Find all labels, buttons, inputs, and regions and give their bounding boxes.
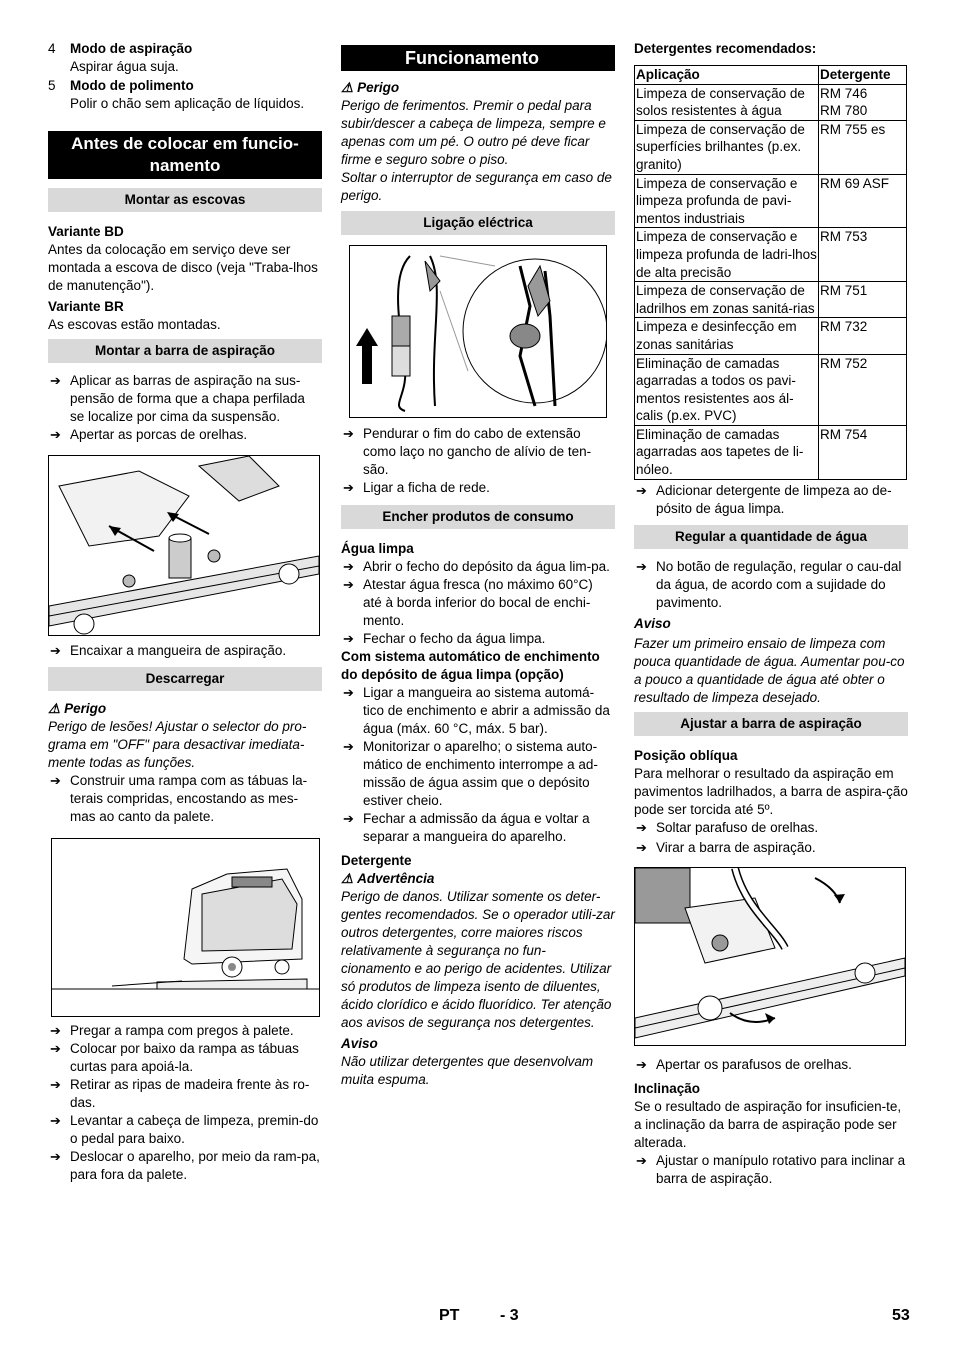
table-cell-detergent: RM 753 [819,228,907,282]
table-cell-detergent: RM 752 [819,354,907,425]
bullet-step [634,839,908,857]
bullet-step [341,684,615,738]
step-text: Pregar a rampa com pregos à palete. [70,1023,294,1038]
danger-label [341,79,615,97]
step-text: Fechar a admissão da água e voltar a separar a mangueira do aparelho. [363,811,590,844]
danger-text: Soltar o interruptor de segurança em caso de perigo. [341,170,612,203]
arrow-icon: ➔ [50,643,61,658]
arrow-icon: ➔ [343,480,354,495]
section-heading: Funcionamento [341,45,615,71]
table-cell-application: Limpeza e desinfecção em zonas sanitárias [635,318,819,354]
column-right [634,40,908,1188]
table-cell-application: Limpeza de conservação de solos resistentes à água [635,84,819,120]
bullet-step [341,810,615,846]
step-text: Retirar as ripas de madeira frente às ro-das. [70,1077,310,1110]
table-row [635,354,907,425]
footer-page-number: 53 [892,1307,910,1324]
bullet-step [48,1148,322,1184]
arrow-icon: ➔ [343,577,354,592]
table-row [635,425,907,479]
detergent-table [634,65,907,480]
arrow-icon: ➔ [636,482,647,498]
table-cell-application: Eliminação de camadas agarradas aos tapetes de li-nóleo. [635,425,819,479]
danger-label [48,700,322,718]
table-cell-detergent: RM 732 [819,318,907,354]
variant-label: Variante BR [48,299,124,314]
step-text: Pendurar o fim do cabo de extensão como laço no gancho de alívio de ten-são. [363,426,592,477]
subsection-heading: Montar as escovas [48,188,322,212]
step-text: Aplicar as barras de aspiração na sus-pensão de forma que a chapa perfilada se localize por cima da suspensão. [70,373,305,424]
figure-electrical-connection [349,245,607,418]
step-text: Ligar a mangueira ao sistema automá-tico de enchimento e abrir a admissão da água (máx. 60 °C, máx. 5 bar). [363,685,610,736]
bullet-step [48,1076,322,1112]
bullet-step [48,1022,322,1040]
subsection-heading: Ajustar a barra de aspiração [634,712,908,736]
list-number: 4 [48,41,56,56]
bullet-step [634,558,908,612]
arrow-icon: ➔ [50,427,61,442]
column-left [48,40,322,1184]
danger-label-text: Perigo [357,80,400,95]
list-title: Modo de polimento [70,78,194,93]
figure-suction-bar-oblique [634,867,906,1046]
table-header: Aplicação [635,66,819,85]
table-cell-detergent: RM 69 ASF [819,174,907,228]
table-cell-application: Limpeza de conservação e limpeza profunda de ladri-lhos de alta precisão [635,228,819,282]
list-item [48,77,322,113]
arrow-icon: ➔ [343,811,354,826]
step-text: Encaixar a mangueira de aspiração. [70,643,287,658]
variant-label: Variante BD [48,224,124,239]
bullet-step [48,772,322,826]
subsection-heading: Encher produtos de consumo [341,505,615,529]
step-text: Virar a barra de aspiração. [656,839,816,855]
table-cell-application: Limpeza de conservação de ladrilhos em zonas sanitá-rias [635,282,819,318]
footer-language: PT [439,1307,460,1324]
subsection-heading: Descarregar [48,667,322,691]
warning-triangle-icon: ⚠ [48,701,61,716]
step-text: Soltar parafuso de orelhas. [656,819,819,835]
warning-text: Perigo de danos. Utilizar somente os deter-gentes recomendados. Se o operador utili-zar outros detergentes, corre maiores riscos relativamente à segurança no fun-cionamento e ao perigo de acidentes. Utilizar só produtos de limpeza isento de diluentes, ácido clorídico e ácido fluorídico. Ter atenção aos avisos de segurança nos detergentes. [341,889,615,1030]
step-text: Abrir o fecho do depósito da água lim-pa. [363,559,610,574]
bullet-step [341,558,615,576]
bullet-step [48,372,322,426]
step-text: Fechar o fecho da água limpa. [363,631,546,646]
table-cell-application: Eliminação de camadas agarradas a todos os pavi-mentos resistentes aos ál-calis (p.ex. PVC) [635,354,819,425]
paragraph: As escovas estão montadas. [48,317,221,332]
arrow-icon: ➔ [636,1056,647,1072]
bullet-step [48,426,322,444]
step-text: Atestar água fresca (no máximo 60°C) até à borda inferior do bocal de enchi-mento. [363,577,593,628]
step-text: Deslocar o aparelho, por meio da ram-pa, para fora da palete. [70,1149,320,1182]
arrow-icon: ➔ [343,685,354,700]
bullet-step [48,1112,322,1148]
warning-triangle-icon: ⚠ [341,871,354,886]
step-text: Levantar a cabeça de limpeza, premin-do o pedal para baixo. [70,1113,319,1146]
table-row [635,84,907,120]
subheading: Detergente [341,853,412,868]
table-cell-detergent: RM 746 RM 780 [819,84,907,120]
arrow-icon: ➔ [50,1077,61,1092]
subheading: Com sistema automático de enchimento do depósito de água limpa (opção) [341,649,600,682]
section-heading: Antes de colocar em funcio-namento [48,131,322,179]
step-text: Construir uma rampa com as tábuas la-terais compridas, encostando as mes-mas ao canto da palete. [70,773,308,824]
arrow-icon: ➔ [343,739,354,754]
subsection-heading: Ligação eléctrica [341,211,615,235]
footer-local-page: - 3 [500,1307,519,1324]
arrow-icon: ➔ [50,773,61,788]
step-text: Monitorizar o aparelho; o sistema auto-mático de enchimento interrompe a ad-missão de água assim que o depósito estiver cheio. [363,739,598,808]
danger-label-text: Perigo [64,701,107,716]
table-row [635,318,907,354]
bullet-step [634,482,908,518]
bullet-step [341,576,615,630]
warning-label-text: Advertência [357,871,435,886]
bullet-step [634,1056,908,1074]
bullet-step [341,479,615,497]
warning-label [341,870,615,888]
subheading: Inclinação [634,1080,701,1096]
list-text: Aspirar água suja. [70,59,179,74]
danger-text: Perigo de ferimentos. Premir o pedal para subir/descer a cabeça de limpeza, sempre e apenas com um pé. O outro pé deve ficar firme e seguro sobre o piso. [341,98,606,167]
step-text: Apertar as porcas de orelhas. [70,427,248,442]
arrow-icon: ➔ [636,839,647,855]
arrow-icon: ➔ [343,426,354,441]
bullet-step [634,1152,908,1188]
notice-label: Aviso [341,1036,378,1051]
subheading: Posição oblíqua [634,747,738,763]
arrow-icon: ➔ [50,1023,61,1038]
arrow-icon: ➔ [50,373,61,388]
table-row [635,282,907,318]
step-text: Ligar a ficha de rede. [363,480,490,495]
notice-label: Aviso [634,615,671,631]
subheading: Água limpa [341,541,414,556]
danger-text: Perigo de lesões! Ajustar o selector do pro-grama em "OFF" para desactivar imediata-mente todas as funções. [48,719,307,770]
notice-text: Fazer um primeiro ensaio de limpeza com pouca quantidade de água. Aumentar pou-co a pouco a quantidade de água até obter o resultado de limpeza desejado. [634,635,905,705]
arrow-icon: ➔ [50,1149,61,1164]
table-header-row [635,66,907,85]
table-cell-detergent: RM 755 es [819,120,907,174]
table-row [635,120,907,174]
bullet-step [341,738,615,810]
figure-suction-bar-mount [48,455,320,636]
step-text: Adicionar detergente de limpeza ao de-pósito de água limpa. [656,482,892,516]
table-cell-application: Limpeza de conservação de superfícies brilhantes (p.ex. granito) [635,120,819,174]
warning-triangle-icon: ⚠ [341,80,354,95]
table-row [635,174,907,228]
arrow-icon: ➔ [343,559,354,574]
table-cell-detergent: RM 751 [819,282,907,318]
paragraph: Antes da colocação em serviço deve ser montada a escova de disco (veja "Traba-lhos de manutenção"). [48,242,318,293]
list-title: Modo de aspiração [70,41,193,56]
bullet-step [341,425,615,479]
bullet-step [48,1040,322,1076]
bullet-step [48,642,322,660]
figure-unloading-ramp [51,838,320,1017]
table-row [635,228,907,282]
step-text: Apertar os parafusos de orelhas. [656,1056,852,1072]
subsection-heading: Regular a quantidade de água [634,525,908,549]
table-header: Detergente [819,66,907,85]
table-title: Detergentes recomendados: [634,41,817,56]
list-item [48,40,322,76]
step-text: Colocar por baixo da rampa as tábuas curtas para apoiá-la. [70,1041,299,1074]
arrow-icon: ➔ [636,819,647,835]
list-text: Polir o chão sem aplicação de líquidos. [70,96,305,111]
list-number: 5 [48,78,56,93]
notice-text: Não utilizar detergentes que desenvolvam muita espuma. [341,1054,594,1087]
arrow-icon: ➔ [50,1041,61,1056]
paragraph: Se o resultado de aspiração for insuficien-te, a inclinação da barra de aspiração pode ser alterada. [634,1098,902,1150]
step-text: No botão de regulação, regular o cau-dal da água, de acordo com a sujidade do pavimento. [656,558,902,610]
arrow-icon: ➔ [636,1152,647,1168]
step-text: Ajustar o manípulo rotativo para inclinar a barra de aspiração. [656,1152,906,1186]
paragraph: Para melhorar o resultado da aspiração em pavimentos ladrilhados, a barra de aspira-ção pode ser torcida até 5º. [634,765,908,817]
column-middle [341,45,615,1089]
arrow-icon: ➔ [50,1113,61,1128]
arrow-icon: ➔ [343,631,354,646]
table-cell-application: Limpeza de conservação e limpeza profunda de pavi-mentos industriais [635,174,819,228]
bullet-step [634,819,908,837]
bullet-step [341,630,615,648]
subsection-heading: Montar a barra de aspiração [48,339,322,363]
arrow-icon: ➔ [636,558,647,574]
table-cell-detergent: RM 754 [819,425,907,479]
